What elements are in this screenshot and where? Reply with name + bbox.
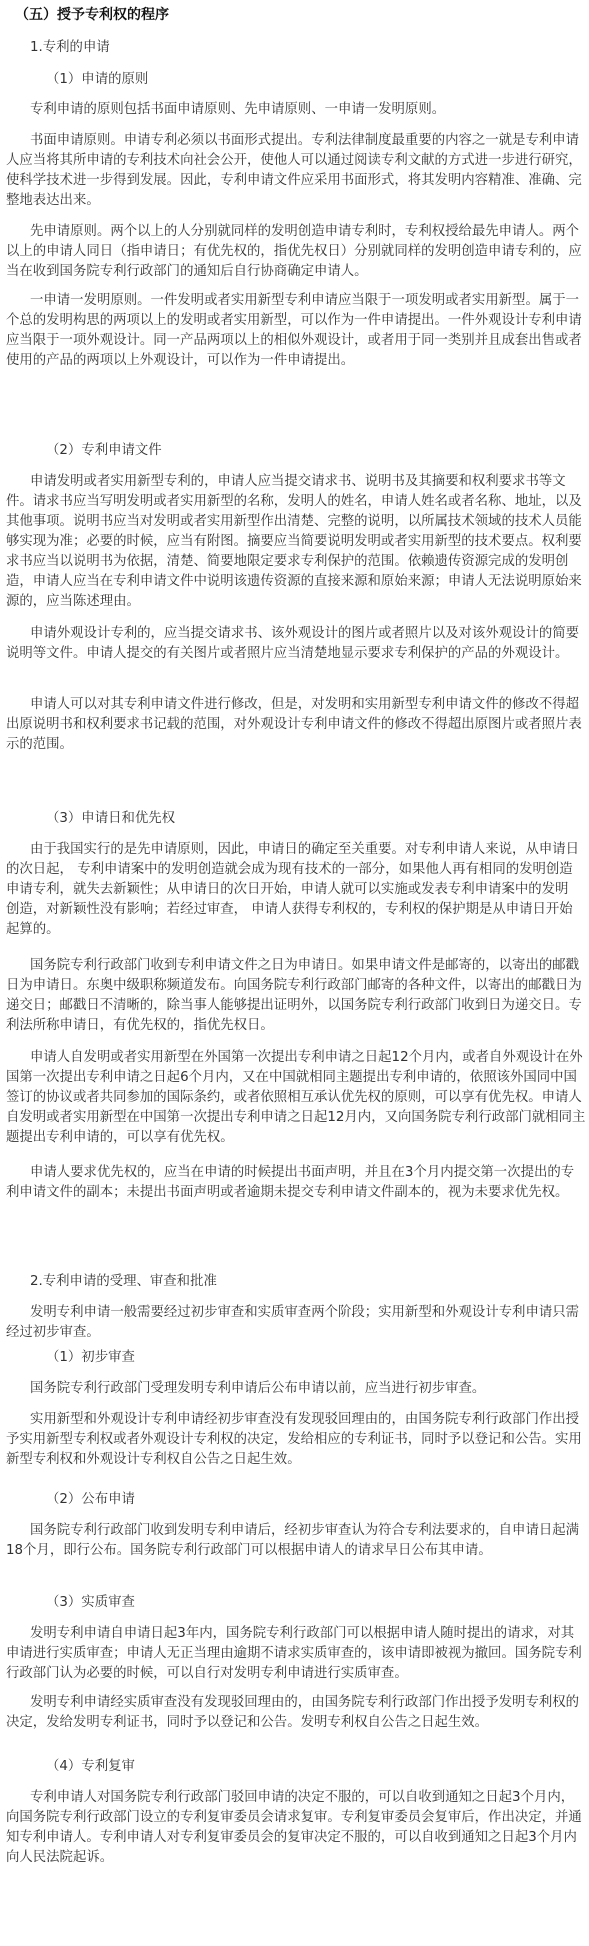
paragraph-line: 利申请文件的副本；未提出书面声明或者逾期未提交专利申请文件副本的，视为未要求优先权。 xyxy=(6,1185,569,1200)
paragraph xyxy=(0,100,589,120)
paragraph-line: 人应当将其所申请的专利技术向社会公开，使他人可以通过阅读专利文献的方式进一步进行研究， xyxy=(6,153,582,168)
paragraph-line: 向国务院专利行政部门设立的专利复审委员会请求复审。专利复审委员会复审后，作出决定，并通 xyxy=(6,1810,582,1825)
paragraph-line: 整地表达出来。 xyxy=(6,193,100,208)
paragraph-line: 示的范围。 xyxy=(6,737,73,752)
paragraph xyxy=(0,222,589,282)
paragraph-line: 其他事项。说明书应当对发明或者实用新型作出清楚、完整的说明，以所属技术领域的技术人员能 xyxy=(6,514,582,529)
paragraph-line: 造，申请人应当在专利申请文件中说明该遗传资源的直接来源和原始来源；申请人无法说明原始来 xyxy=(6,574,582,589)
paragraph-line: 国第一次提出专利申请之日起6个月内，又在中国就相同主题提出专利申请的，依照该外国同中国 xyxy=(6,1070,577,1085)
paragraph xyxy=(0,1624,589,1684)
section-heading: （1）初步审查 xyxy=(46,1350,135,1365)
paragraph-line: 题提出专利申请的，可以享有优先权。 xyxy=(6,1130,234,1145)
paragraph-line: 求书应当以说明书为依据，清楚、简要地限定要求专利保护的范围。依赖遗传资源完成的发明创 xyxy=(6,554,569,569)
paragraph-line: 说明等文件。申请人提交的有关图片或者照片应当清楚地显示要求专利保护的产品的外观设计。 xyxy=(6,646,569,661)
paragraph-line: 经过初步审查。 xyxy=(6,1325,100,1340)
paragraph xyxy=(0,695,589,755)
section-heading: （2）公布申请 xyxy=(46,1492,135,1507)
paragraph xyxy=(0,291,589,371)
paragraph-line: 发明专利申请经实质审查没有发现驳回理由的，由国务院专利行政部门作出授予发明专利权的 xyxy=(30,1695,580,1710)
paragraph-line: 起算的。 xyxy=(6,922,60,937)
paragraph xyxy=(0,1521,589,1561)
paragraph-line: 申请人可以对其专利申请文件进行修改，但是，对发明和实用新型专利申请文件的修改不得超 xyxy=(30,697,580,712)
section-heading: （2）专利申请文件 xyxy=(46,443,162,458)
paragraph xyxy=(0,624,589,664)
paragraph-line: 够实现为准；必要的时候，应当有附图。摘要应当简要说明发明或者实用新型的技术要点。权利要 xyxy=(6,534,582,549)
paragraph-line: 先申请原则。两个以上的人分别就同样的发明创造申请专利时，专利权授给最先申请人。两个 xyxy=(30,224,580,239)
paragraph-line: 国务院专利行政部门收到发明专利申请后，经初步审查认为符合专利法要求的，自申请日起满 xyxy=(30,1523,580,1538)
paragraph-line: 自发明或者实用新型在中国第一次提出专利申请之日起12月内，又向国务院专利行政部门就相同主 xyxy=(6,1110,586,1125)
paragraph-line: 创造，对新颖性没有影响；若经过审查， 申请人获得专利权的，专利权的保护期是从申请日开始 xyxy=(6,902,573,917)
paragraph-line: 18个月，即行公布。国务院专利行政部门可以根据申请人的请求早日公布其申请。 xyxy=(6,1543,492,1558)
paragraph-line: 应当限于一项外观设计。同一产品两项以上的相似外观设计，或者用于同一类别并且成套出售或者 xyxy=(6,333,582,348)
paragraph-line: 书面申请原则。申请专利必须以书面形式提出。专利法律制度最重要的内容之一就是专利申请 xyxy=(30,133,580,148)
paragraph-line: 申请外观设计专利的，应当提交请求书、该外观设计的图片或者照片以及对该外观设计的简要 xyxy=(30,626,580,641)
paragraph-line: 利法所称申请日，有优先权的，指优先权日。 xyxy=(6,1018,274,1033)
paragraph-line: 由于我国实行的是先申请原则，因此，申请日的确定至关重要。对专利申请人来说，从申请日 xyxy=(30,842,580,857)
paragraph-line: 新型专利权和外观设计专利权自公告之日起生效。 xyxy=(6,1452,301,1467)
paragraph-line: 专利申请的原则包括书面申请原则、先申请原则、一申请一发明原则。 xyxy=(30,102,446,117)
section-heading: （3）申请日和优先权 xyxy=(46,811,176,826)
paragraph xyxy=(0,1693,589,1733)
paragraph-line: 签订的协议或者共同参加的国际条约，或者依照相互承认优先权的原则，可以享有优先权。申请人 xyxy=(6,1090,582,1105)
paragraph-line: 以上的申请人同日（指申请日；有优先权的，指优先权日）分别就同样的发明创造申请专利的，应 xyxy=(6,244,582,259)
paragraph-line: 个总的发明构思的两项以上的发明或者实用新型，可以作为一件申请提出。一件外观设计专利申请 xyxy=(6,313,582,328)
section-heading: 2.专利申请的受理、审查和批准 xyxy=(30,1274,217,1289)
paragraph xyxy=(0,131,589,211)
paragraph xyxy=(0,956,589,1036)
paragraph-line: 递交日；邮戳日不清晰的，除当事人能够提出证明外，以国务院专利行政部门收到日为递交日。专 xyxy=(6,998,582,1013)
paragraph-line: 决定，发给发明专利证书，同时予以登记和公告。发明专利权自公告之日起生效。 xyxy=(6,1715,489,1730)
paragraph xyxy=(0,840,589,940)
section-heading: （1）申请的原则 xyxy=(46,72,149,87)
paragraph-line: 予实用新型专利权或者外观设计专利权的决定，发给相应的专利证书，同时予以登记和公告。实用 xyxy=(6,1432,582,1447)
paragraph-line: 国务院专利行政部门收到专利申请文件之日为申请日。如果申请文件是邮寄的，以寄出的邮戳 xyxy=(30,958,580,973)
paragraph xyxy=(0,1788,589,1868)
paragraph-line: 实用新型和外观设计专利申请经初步审查没有发现驳回理由的，由国务院专利行政部门作出授 xyxy=(30,1412,580,1427)
paragraph-line: 申请人自发明或者实用新型在外国第一次提出专利申请之日起12个月内，或者自外观设计在外 xyxy=(30,1050,583,1065)
paragraph-line: 专利申请人对国务院专利行政部门驳回申请的决定不服的，可以自收到通知之日起3个月内， xyxy=(30,1790,575,1805)
paragraph-line: 一申请一发明原则。一件发明或者实用新型专利申请应当限于一项发明或者实用新型。属于一 xyxy=(30,293,580,308)
paragraph xyxy=(0,1048,589,1148)
paragraph-line: 向人民法院起诉。 xyxy=(6,1850,114,1865)
paragraph-line: 源的，应当陈述理由。 xyxy=(6,594,140,609)
paragraph-line: 发明专利申请一般需要经过初步审查和实质审查两个阶段；实用新型和外观设计专利申请只需 xyxy=(30,1305,580,1320)
paragraph-line: 申请进行实质审查；申请人无正当理由逾期不请求实质审查的，该申请即被视为撤回。国务院专利 xyxy=(6,1646,582,1661)
paragraph-line: 行政部门认为必要的时候，可以自行对发明专利申请进行实质审查。 xyxy=(6,1666,408,1681)
section-heading: （3）实质审查 xyxy=(46,1595,135,1610)
section-heading: （4）专利复审 xyxy=(46,1759,135,1774)
paragraph xyxy=(0,1379,589,1399)
paragraph-line: 日为申请日。东奥中级职称频道发布。向国务院专利行政部门邮寄的各种文件，以寄出的邮戳日为 xyxy=(6,978,582,993)
paragraph-line: 使科学技术进一步得到发展。因此，专利申请文件应采用书面形式，将其发明内容精准、准确、完 xyxy=(6,173,582,188)
paragraph-line: 申请专利，就失去新颖性；从申请日的次日开始，申请人就可以实施或发表专利申请案中的发明 xyxy=(6,882,569,897)
paragraph-line: 发明专利申请自申请日起3年内，国务院专利行政部门可以根据申请人随时提出的请求，对其 xyxy=(30,1626,575,1641)
paragraph-line: 国务院专利行政部门受理发明专利申请后公布申请以前，应当进行初步审查。 xyxy=(30,1381,486,1396)
paragraph-line: 出原说明书和权利要求书记载的范围，对外观设计专利申请文件的修改不得超出原图片或者照片表 xyxy=(6,717,582,732)
paragraph xyxy=(0,1410,589,1470)
paragraph-line: 当在收到国务院专利行政部门的通知后自行协商确定申请人。 xyxy=(6,264,368,279)
paragraph-line: 申请发明或者实用新型专利的，申请人应当提交请求书、说明书及其摘要和权利要求书等文 xyxy=(30,474,566,489)
paragraph-line: 使用的产品的两项以上外观设计，可以作为一件申请提出。 xyxy=(6,353,355,368)
paragraph xyxy=(0,1163,589,1203)
paragraph-line: 件。请求书应当写明发明或者实用新型的名称，发明人的姓名，申请人姓名或者名称、地址，以及 xyxy=(6,494,582,509)
paragraph-line: 申请人要求优先权的，应当在申请的时候提出书面声明，并且在3个月内提交第一次提出的专 xyxy=(30,1165,575,1180)
paragraph xyxy=(0,1303,589,1343)
section-title: （五）授予专利权的程序 xyxy=(15,7,169,23)
paragraph-line: 的次日起， 专利申请案中的发明创造就会成为现有技术的一部分，如果他人再有相同的发明创造 xyxy=(6,862,573,877)
section-heading: 1.专利的申请 xyxy=(30,40,110,55)
paragraph xyxy=(0,472,589,612)
paragraph-line: 知专利申请人。专利申请人对专利复审委员会的复审决定不服的，可以自收到通知之日起3个月内 xyxy=(6,1830,577,1845)
